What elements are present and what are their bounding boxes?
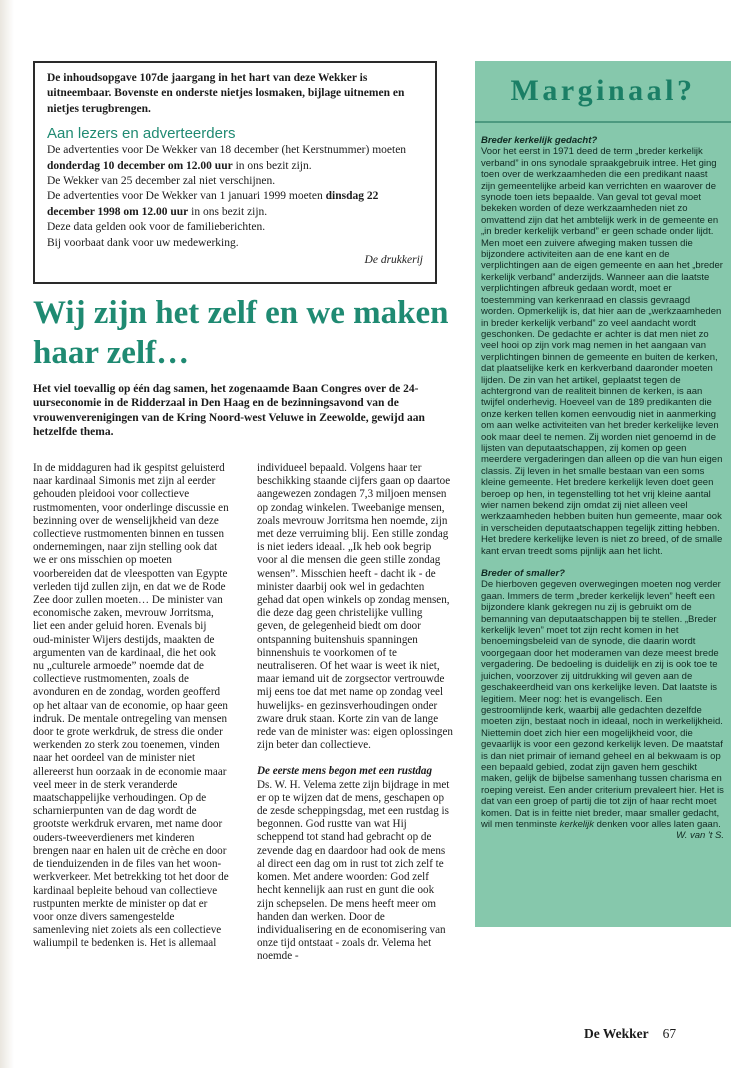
- notice-line-3: [47, 189, 423, 220]
- article-column-left: [33, 462, 229, 951]
- notice-line-5: Bij voorbaat dank voor uw medewerking.: [47, 236, 239, 249]
- sidebar-subheading-1: Breder kerkelijk gedacht?: [481, 135, 598, 146]
- sidebar-paragraph-2: [481, 579, 724, 830]
- notice-line-1-b: donderdag 10 december om 12.00 uur: [47, 159, 233, 172]
- sidebar-body: [475, 123, 731, 842]
- notice-line-1: [47, 143, 423, 174]
- sidebar-paragraph-2-a: De hierboven gegeven overwegingen moeten nog verder gaan. Immers de term „breder kerkelijk leven” heeft een bijzondere klank gekregen nu zij is gebruikt om de bemanning van deputaatschappen bij te stellen. „Breder kerkelijk leven” moet tot zijn recht komen in het benoemingsbeleid van de synode, die daarin wordt voorgegaan door het moderamen van deze meest brede vergadering. De bedoeling is duidelijk en zij is ook toe te juichen, voorzover zij uitdrukking wil geven aan de geschakeerdheid van ons kerkelijke leven. Dat laatste is legitiem. Meer nog: het is evangelisch. Een gestroomlijnde kerk, waarbij alle gedachten dezelfde moeten zijn, bestaat noch in ideaal, noch in werkelijkheid. Niettemin doet zich hier een mogelijkheid voor, die gevaarlijk is voor een gezond kerkelijk leven. De maatstaf is dan niet primair of iemand geheel en al bekwaam is op een bepaald gebied, zodat zijn gaven hem geschikt maken, gelijk de bijbelse samenhang tussen charisma en roeping vereist. Een ander criterium prevaleert hier. Het is dat van een groep of partij die tot zijn of haar recht moet komen. Dat is in feitte niet breder, maar smaller gedacht, wil men tenminste: [481, 579, 724, 830]
- sidebar-paragraph-2-emphasis: kerkelijk: [559, 818, 594, 830]
- article-col2-text-a: individueel bepaald. Volgens haar ter beschikking staande cijfers gaan op daartoe aangewezen zondagen 7,3 miljoen mensen op zondag winkelen. Tweebanige mensen, zoals mevrouw Jorritsma hen noemde, zijn met deze verruiming blij. Een stille zondag is niet ieders ideaal. „Ik heb ook begrip voor al die mensen die geen stille zondag wensen”. Misschien heeft - dacht ik - de minister daarbij ook wel in gedachten gehad dat open winkels op zondag mensen, die deze dag geen christelijke vulling geven, de gelegenheid biedt om door ontspanning buitenshuis spanningen binnenshuis te voorkomen of te neutraliseren. Of het waar is weet ik niet, maar iemand uit de zorgsector vertrouwde mij eens toe dat met name op zondag veel huwelijks- en gezinsverhoudingen onder zware druk staan. Korte zin van de lange rede van de minister was: eigen oplossingen zijn beter dan collectieve.: [257, 462, 453, 752]
- sidebar-subheading-2: Breder of smaller?: [481, 568, 565, 580]
- notice-line-1-a: De advertenties voor De Wekker van 18 december (het Kerstnummer) moeten: [47, 144, 407, 157]
- notice-line-1-c: in ons bezit zijn.: [232, 159, 312, 172]
- article-col1-text: In de middaguren had ik gespitst geluisterd naar kardinaal Simonis met zijn al eerder gehouden pleidooi voor collectieve rustmomenten, voor onderlinge discussie en bezinning over de wenselijkheid van deze collectieve rustmomenten binnen en tussen ondernemingen, naar zijn stelling ook dat we er ons misschien op moeten voorbereiden dat de vleespotten van Egypte verleden tijd zullen zijn, en dat we de Rode Zee door zullen moeten… De minister van economische zaken, mevrouw Jorritsma, liet een ander geluid horen. Evenals bij oud-minister Wijers destijds, maakten de argumenten van de kardinaal, die het ook nu „culturele armoede” noemde dat de collectieve rustmomenten, zoals de avonduren en de zondag, worden geofferd op het altaar van de economie, op haar geen indruk. De mentale ontregeling van mensen door te grote werkdruk, de stress die onder werkenden zo sterk zou toenemen, vinden naar het oordeel van de minister niet allereerst hun oorzaak in de economie maar veel meer in de sterk veranderde maatschappelijke verhoudingen. Op de scharnierpunten van de dag wordt de grootste werkdruk ervaren, met name door ouders-tweeverdieners met kinderen brengen naar en halen uit de crèche en door de tienduizenden in de files van het woon-werkverkeer. Met betrekking tot het door de kardinaal bepleite behoud van collectieve rustpunten merkte de minister op dat er voor onze divers samengestelde samenleving niet zoiets als een collectieve waliumpil te bedenken is. Het is allemaal: [33, 462, 229, 950]
- sidebar-paragraph-1: Voor het eerst in 1971 deed de term „breder kerkelijk verband” in ons synodale spraakgebruik intree. Het ging toen over de werkzaamheden die een predikant naast zijn gemeentelijke arbeid kan verrichten en waarover de synode toen iets bepaalde. Van geval tot geval moet bekeken worden of deze werkzaamheden niet zo omvattend zijn dat het ambtelijk werk in de gemeente en „in breder kerkelijk verband” er geen schade onder lijdt. Men moet een zuivere afweging maken tussen die bijzondere activiteiten aan de ene kant en de verplichtingen aan de eigen gemeente en aan het „breder kerkelijk verband” anderzijds. Wanneer aan die laatste verplichtingen afbreuk gedaan wordt, moet er toestemming van kerkenraad en classis gevraagd worden. Opmerkelijk is, dat hier aan de „werkzaamheden in breder kerkelijk verband” zo veel aandacht wordt geschonken. De gedachte er achter is dat men niet zo veel hooi op zijn vork mag nemen in het aangaan van verplichtingen binnen de gemeente en buiten de kerken, dat plaatselijke kerk en kerkverband daaronder moeten lijden. De zin van het artikel, geplaatst tegen de achtergrond van de realiteit binnen de kerken, is aan twijfel onderhevig. Hoeveel van de 189 predikanten die onze kerken tellen komen eenvoudig niet in aanmerking om aan welke activiteiten van het breder kerkelijke leven ook maar deel te nemen. Zij worden niet genoemd in de lijsten van deputaatschappen, zij komen op geen meerdere vergaderingen dan alleen op die van hun eigen classis. Zij leven in het smalle bestaan van een soms kleine gemeente. Het bredere kerkelijk leven doet geen beroep op hen, in tegenstelling tot het vrij kleine aantal wier namen bekend zijn omdat zij niet alleen veel werkzaamheden hebben buiten hun gemeente, maar ook in verscheiden deputaatschappen tegelijk zitting hebben. Het bredere kerkelijke leven is niet zo breed, of de smalle kant ervan treedt soms pijnlijk aan het licht.: [481, 146, 723, 557]
- notice-line-4: Deze data gelden ook voor de familieberichten.: [47, 221, 266, 234]
- sidebar-paragraph-2-b: denken voor alles laten gaan.: [593, 818, 721, 830]
- magazine-name: De Wekker: [584, 1026, 649, 1041]
- notice-line-3-a: De advertenties voor De Wekker van 1 januari 1999 moeten: [47, 190, 326, 203]
- article-headline: Wij zijn het zelf en we maken haar zelf…: [33, 295, 449, 371]
- article-col2-text-b: Ds. W. H. Velema zette zijn bijdrage in met er op te wijzen dat de mens, geschapen op de zesde scheppingsdag, met een rustdag is begonnen. God rustte van wat Hij scheppend tot stand had gebracht op de zevende dag en daardoor had ook de mens al direct een dag om in rust tot zich zelf te komen. Met andere woorden: God zelf hecht kennelijk aan rust en gunt die ook zijn schepselen. De mens heeft meer om handen dan werken. Door de individualisering en de economisering van onze tijd ontstaat - zoals dr. Velema het noemde -: [257, 778, 450, 963]
- notice-heading: Aan lezers en adverteerders: [47, 125, 236, 143]
- notice-line-2: De Wekker van 25 december zal niet verschijnen.: [47, 175, 276, 188]
- article-intro: Het viel toevallig op één dag samen, het zogenaamde Baan Congres over de 24-uurseconomie in de Ridderzaal in Den Haag en de bezinningsavond van de vrouwenverenigingen van de Kring Noord-west Veluwe in Zeewolde, gewijd aan hetzelfde thema.: [33, 383, 425, 438]
- marginaal-sidebar: [475, 61, 731, 927]
- notice-signature: De drukkerij: [364, 254, 423, 267]
- article-subheading: De eerste mens begon met een rustdag: [257, 765, 433, 778]
- article-column-middle: [257, 462, 453, 964]
- notice-intro: De inhoudsopgave 107de jaargang in het hart van deze Wekker is uitneembaar. Bovenste en onderste nietjes losmaken, bijlage uitnemen en nietjes terugbrengen.: [47, 72, 405, 115]
- notice-box: [33, 61, 437, 284]
- sidebar-signature: W. van 't S.: [676, 830, 724, 842]
- page-edge: [0, 0, 14, 1068]
- sidebar-title: Marginaal?: [475, 61, 731, 123]
- page-number: 67: [662, 1026, 677, 1041]
- notice-line-3-b: dinsdag 22 december 1998 om 12.00 uur: [47, 190, 379, 218]
- notice-line-3-c: in ons bezit zijn.: [188, 205, 268, 218]
- page-footer: [584, 1026, 676, 1042]
